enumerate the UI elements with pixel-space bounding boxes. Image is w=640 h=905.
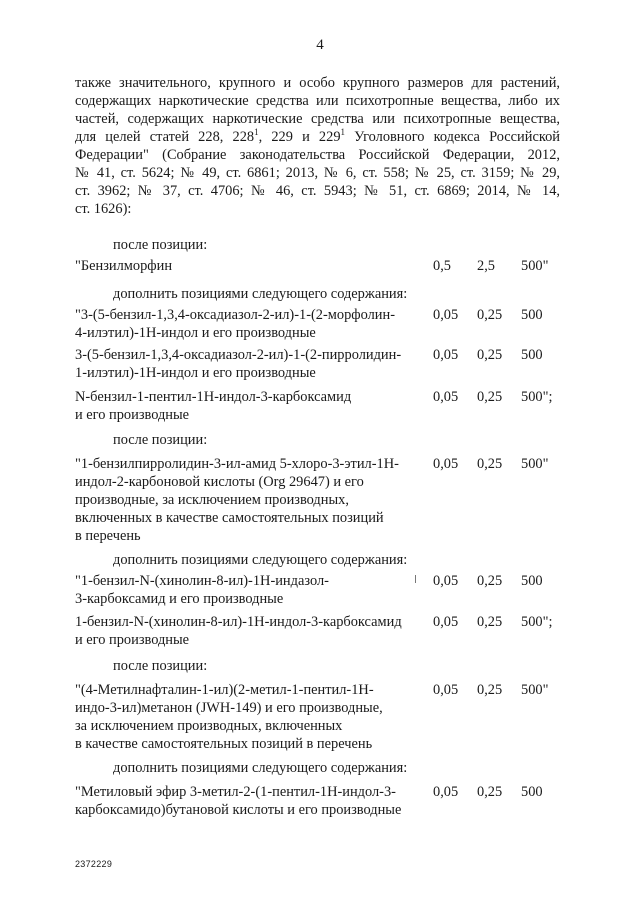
intro-text: для целей статей 228, 228 [75, 129, 255, 145]
instruction-add-positions: дополнить позициями следующего содержания: [113, 286, 408, 302]
substance-name-line: карбоксамидо)бутановой кислоты и его производные [75, 802, 402, 818]
large-size-value: 0,25 [477, 784, 503, 800]
significant-size-value: 0,05 [433, 456, 459, 472]
substance-name [75, 306, 420, 342]
instruction-add-positions: дополнить позициями следующего содержания: [113, 760, 408, 776]
document-code: 2372229 [75, 859, 113, 869]
intro-line-articles [75, 128, 560, 146]
significant-size-value: 0,05 [433, 389, 459, 405]
large-size-value: 0,25 [477, 307, 503, 323]
significant-size-value: 0,05 [433, 682, 459, 698]
substance-name-line: "3-(5-бензил-1,3,4-оксадиазол-2-ил)-1-(2-морфолин- [75, 307, 395, 323]
superscript: 1 [340, 127, 346, 137]
significant-size-value: 0,05 [433, 784, 459, 800]
substance-name [75, 346, 420, 382]
large-size-value: 0,25 [477, 347, 503, 363]
especially-large-size-value: 500"; [521, 614, 553, 630]
intro-text: , 229 и 229 [258, 129, 341, 145]
intro-line: № 41, ст. 5624; № 49, ст. 6861; 2013, № 6, ст. 558; № 25, ст. 3159; № 29, [75, 165, 560, 181]
substance-name-line: N-бензил-1-пентил-1Н-индол-3-карбоксамид [75, 389, 352, 405]
large-size-value: 0,25 [477, 389, 503, 405]
especially-large-size-value: 500 [521, 573, 543, 589]
substance-name [75, 572, 420, 608]
instruction-after-position: после позиции: [113, 237, 208, 253]
intro-paragraph [75, 74, 560, 218]
significant-size-value: 0,05 [433, 614, 459, 630]
intro-line: ст. 3962; № 37, ст. 4706; № 46, ст. 5943; № 51, ст. 6869; 2014, № 14, [75, 183, 560, 199]
substance-name-line: включенных в качестве самостоятельных позиций [75, 510, 384, 526]
significant-size-value: 0,5 [433, 258, 451, 274]
intro-text: Уголовного кодекса Российской [345, 129, 560, 145]
substance-name-line: 3-(5-бензил-1,3,4-оксадиазол-2-ил)-1-(2-пирролидин- [75, 347, 402, 363]
intro-line: также значительного, крупного и особо крупного размеров для растений, [75, 75, 560, 91]
intro-line: Федерации" (Собрание законодательства Российской Федерации, 2012, [75, 147, 560, 163]
substance-name-line: в качестве самостоятельных позиций в перечень [75, 736, 373, 752]
especially-large-size-value: 500" [521, 258, 549, 274]
especially-large-size-value: 500"; [521, 389, 553, 405]
substance-name [75, 613, 420, 649]
superscript: 1 [254, 127, 259, 137]
intro-line: частей, содержащих наркотические средства или психотропные вещества, [75, 111, 560, 127]
especially-large-size-value: 500 [521, 347, 543, 363]
substance-name-line: производные, за исключением производных, [75, 492, 349, 508]
large-size-value: 0,25 [477, 682, 503, 698]
especially-large-size-value: 500" [521, 682, 549, 698]
substance-name [75, 257, 420, 275]
substance-name-line: "1-бензил-N-(хинолин-8-ил)-1Н-индазол- [75, 573, 329, 589]
especially-large-size-value: 500 [521, 784, 543, 800]
instruction-after-position: после позиции: [113, 432, 208, 448]
instruction-add-positions: дополнить позициями следующего содержания: [113, 552, 408, 568]
substance-name-line: за исключением производных, включенных [75, 718, 343, 734]
especially-large-size-value: 500" [521, 456, 549, 472]
substance-name-line: "(4-Метилнафталин-1-ил)(2-метил-1-пентил-1Н- [75, 682, 374, 698]
substance-name [75, 681, 420, 753]
instruction-after-position: после позиции: [113, 658, 208, 674]
page-number: 4 [316, 37, 324, 53]
especially-large-size-value: 500 [521, 307, 543, 323]
substance-name-line: 3-карбоксамид и его производные [75, 591, 284, 607]
substance-name [75, 388, 420, 424]
substance-name-line: в перечень [75, 528, 141, 544]
significant-size-value: 0,05 [433, 307, 459, 323]
substance-name-line: 1-бензил-N-(хинолин-8-ил)-1Н-индол-3-карбоксамид [75, 614, 402, 630]
large-size-value: 0,25 [477, 456, 503, 472]
substance-name [75, 783, 420, 819]
substance-name-line: индол-2-карбоновой кислоты (Org 29647) и его [75, 474, 364, 490]
substance-name-line: и его производные [75, 632, 190, 648]
intro-line: содержащих наркотические средства или психотропные вещества, либо их [75, 93, 560, 109]
substance-name [75, 455, 420, 545]
large-size-value: 0,25 [477, 573, 503, 589]
substance-name-line: 1-илэтил)-1Н-индол и его производные [75, 365, 316, 381]
large-size-value: 0,25 [477, 614, 503, 630]
large-size-value: 2,5 [477, 258, 495, 274]
substance-name-line: "Бензилморфин [75, 258, 173, 274]
intro-line: ст. 1626): [75, 201, 132, 217]
substance-name-line: "Метиловый эфир 3-метил-2-(1-пентил-1Н-индол-3- [75, 784, 396, 800]
significant-size-value: 0,05 [433, 573, 459, 589]
significant-size-value: 0,05 [433, 347, 459, 363]
substance-name-line: "1-бензилпирролидин-3-ил-амид 5-хлоро-3-этил-1Н- [75, 456, 399, 472]
substance-name-line: индо-3-ил)метанон (JWH-149) и его производные, [75, 700, 383, 716]
substance-name-line: и его производные [75, 407, 190, 423]
substance-name-line: 4-илэтил)-1Н-индол и его производные [75, 325, 316, 341]
